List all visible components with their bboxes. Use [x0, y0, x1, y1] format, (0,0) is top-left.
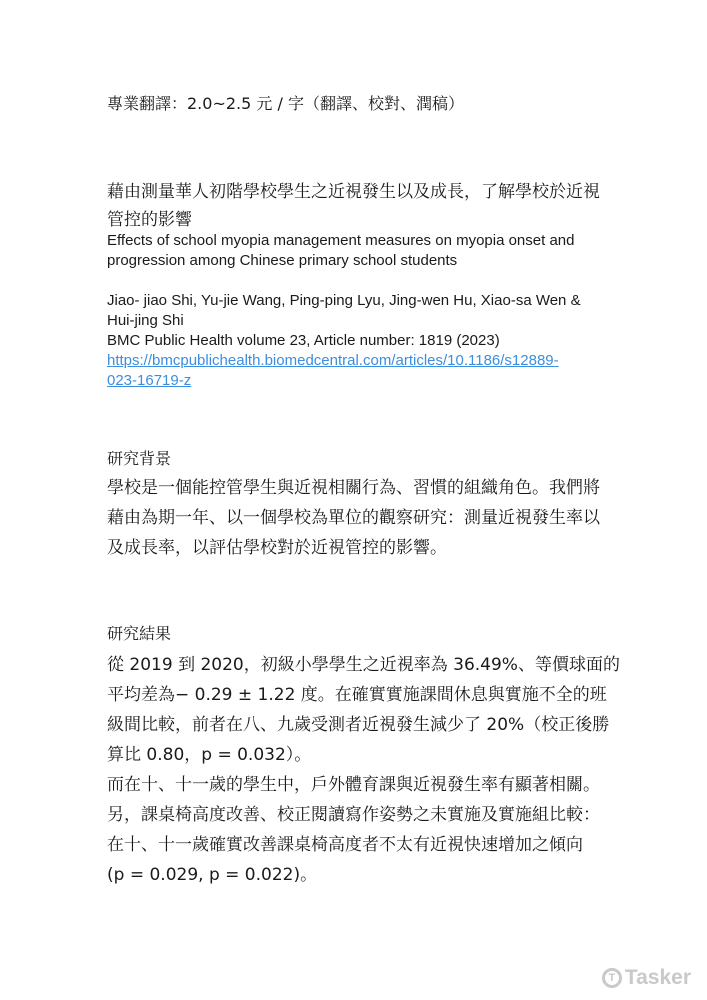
tasker-logo-icon: T: [602, 968, 622, 988]
title-cn-line: 管控的影響: [107, 210, 192, 230]
watermark-text: Tasker: [624, 966, 691, 989]
results-line: 級間比較，前者在八、九歲受測者近視發生減少了 20%（校正後勝: [107, 715, 610, 735]
background-line: 藉由為期一年、以一個學校為單位的觀察研究：測量近視發生率以: [107, 508, 600, 528]
authors-line: Jiao- jiao Shi, Yu-jie Wang, Ping-ping Lyu, Jing-wen Hu, Xiao-sa Wen &: [107, 292, 581, 309]
article-link-cont[interactable]: 023-16719-z: [107, 372, 192, 389]
results-line: 平均差為− 0.29 ± 1.22 度。在確實實施課間休息與實施不全的班: [107, 685, 607, 705]
article-link[interactable]: https://bmcpublichealth.biomedcentral.com/articles/10.1186/s12889-: [107, 352, 559, 369]
background-line: 學校是一個能控管學生與近視相關行為、習慣的組織角色。我們將: [107, 478, 600, 498]
results-heading: 研究結果: [107, 624, 172, 643]
title-en-line: progression among Chinese primary school students: [107, 252, 458, 269]
results-line: 而在十、十一歲的學生中，戶外體育課與近視發生率有顯著相關。: [107, 775, 600, 795]
journal-citation: BMC Public Health volume 23, Article number: 1819 (2023): [107, 332, 500, 349]
title-cn-line: 藉由測量華人初階學校學生之近視發生以及成長，了解學校於近視: [107, 182, 600, 202]
background-heading: 研究背景: [107, 449, 172, 468]
price-line: 專業翻譯：2.0~2.5 元 / 字（翻譯、校對、潤稿）: [107, 94, 464, 113]
tasker-watermark: [602, 966, 691, 990]
title-en-line: Effects of school myopia management measures on myopia onset and: [107, 232, 575, 249]
results-line: 另，課桌椅高度改善、校正閱讀寫作姿勢之未實施及實施組比較：: [107, 805, 600, 825]
results-line: 在十、十一歲確實改善課桌椅高度者不太有近視快速增加之傾向: [107, 835, 583, 855]
authors-line: Hui-jing Shi: [107, 312, 184, 329]
results-line: (p = 0.029, p = 0.022)。: [107, 865, 318, 885]
results-line: 算比 0.80，p = 0.032）。: [107, 745, 312, 765]
results-line: 從 2019 到 2020，初級小學學生之近視率為 36.49%、等價球面的: [107, 655, 620, 675]
background-line: 及成長率，以評估學校對於近視管控的影響。: [107, 538, 447, 558]
